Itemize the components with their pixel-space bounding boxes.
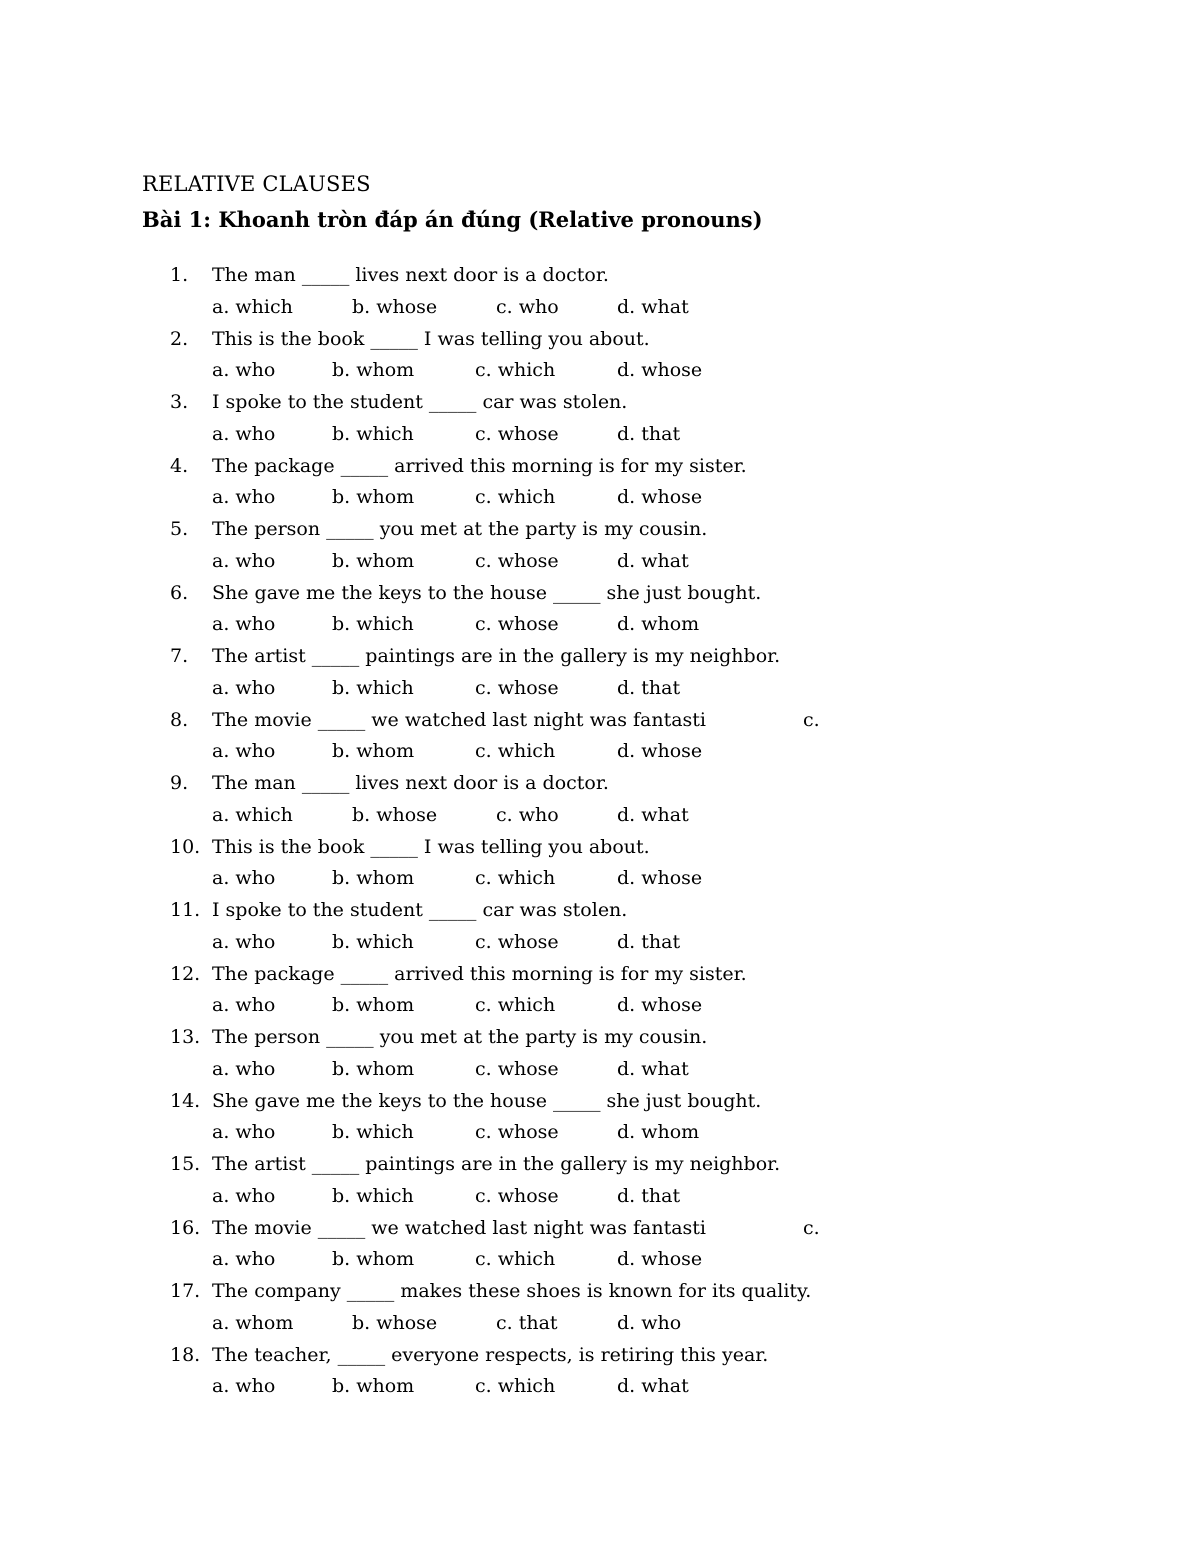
option-d[interactable]: d. whom xyxy=(617,613,700,635)
question-item xyxy=(0,578,1200,642)
option-b[interactable]: b. whom xyxy=(332,359,415,381)
exercise-heading: Bài 1: Khoanh tròn đáp án đúng (Relative pronouns) xyxy=(142,207,763,232)
question-number: 2. xyxy=(170,327,189,350)
option-a[interactable]: a. who xyxy=(212,676,276,699)
question-text-tail: c. xyxy=(803,1216,820,1239)
option-c[interactable]: c. that xyxy=(496,1311,558,1334)
option-c[interactable]: c. whose xyxy=(475,549,559,572)
option-d[interactable]: d. whose xyxy=(617,867,703,889)
question-text: She gave me the keys to the house _____ she just bought. xyxy=(212,581,762,604)
question-number: 17. xyxy=(170,1280,201,1302)
option-b[interactable]: b. which xyxy=(332,676,414,699)
option-d[interactable]: d. that xyxy=(617,930,681,953)
option-c[interactable]: c. whose xyxy=(475,676,559,699)
option-b[interactable]: b. which xyxy=(332,1184,414,1207)
question-number: 10. xyxy=(170,835,201,858)
question-item xyxy=(0,832,1200,896)
option-a[interactable]: a. who xyxy=(212,1248,276,1270)
option-a[interactable]: a. who xyxy=(212,359,276,381)
question-number: 11. xyxy=(170,899,201,921)
question-item xyxy=(0,1022,1200,1086)
option-d[interactable]: d. who xyxy=(617,1311,682,1334)
option-c[interactable]: c. which xyxy=(475,1248,556,1270)
question-item xyxy=(0,705,1200,769)
question-text: I spoke to the student _____ car was stolen. xyxy=(212,391,628,413)
question-item xyxy=(0,895,1200,959)
question-text: She gave me the keys to the house _____ she just bought. xyxy=(212,1089,762,1112)
option-b[interactable]: b. whom xyxy=(332,1375,415,1397)
question-text: The artist _____ paintings are in the gallery is my neighbor. xyxy=(212,1153,781,1175)
question-number: 7. xyxy=(170,645,189,667)
option-b[interactable]: b. whom xyxy=(332,1248,415,1270)
question-number: 6. xyxy=(170,581,189,604)
option-c[interactable]: c. which xyxy=(475,867,556,889)
option-d[interactable]: d. what xyxy=(617,295,689,318)
option-b[interactable]: b. whom xyxy=(332,994,415,1016)
option-c[interactable]: c. which xyxy=(475,740,556,762)
question-item xyxy=(0,260,1200,324)
option-b[interactable]: b. whom xyxy=(332,867,415,889)
option-b[interactable]: b. whose xyxy=(352,295,438,318)
option-c[interactable]: c. which xyxy=(475,359,556,381)
question-number: 3. xyxy=(170,391,189,413)
question-text: The company _____ makes these shoes is known for its quality. xyxy=(212,1280,812,1302)
option-c[interactable]: c. who xyxy=(496,803,559,826)
option-c[interactable]: c. which xyxy=(475,486,556,508)
option-d[interactable]: d. that xyxy=(617,422,681,445)
option-c[interactable]: c. whose xyxy=(475,1184,559,1207)
question-item xyxy=(0,1086,1200,1150)
question-number: 12. xyxy=(170,962,201,985)
option-d[interactable]: d. what xyxy=(617,549,689,572)
option-b[interactable]: b. whom xyxy=(332,549,415,572)
question-text: The artist _____ paintings are in the gallery is my neighbor. xyxy=(212,645,781,667)
option-c[interactable]: c. whose xyxy=(475,1057,559,1080)
option-b[interactable]: b. whose xyxy=(352,803,438,826)
question-text: I spoke to the student _____ car was stolen. xyxy=(212,899,628,921)
option-c[interactable]: c. which xyxy=(475,994,556,1016)
option-d[interactable]: d. whose xyxy=(617,359,703,381)
option-b[interactable]: b. whom xyxy=(332,1057,415,1080)
option-b[interactable]: b. which xyxy=(332,422,414,445)
option-a[interactable]: a. who xyxy=(212,1375,276,1397)
option-d[interactable]: d. that xyxy=(617,676,681,699)
question-item xyxy=(0,514,1200,578)
option-a[interactable]: a. who xyxy=(212,1057,276,1080)
question-item xyxy=(0,1213,1200,1277)
question-text: The man _____ lives next door is a doctor. xyxy=(212,264,609,286)
question-number: 13. xyxy=(170,1026,201,1048)
question-number: 4. xyxy=(170,454,189,477)
question-number: 14. xyxy=(170,1089,201,1112)
question-text: This is the book _____ I was telling you about. xyxy=(212,835,650,858)
option-d[interactable]: d. that xyxy=(617,1184,681,1207)
option-b[interactable]: b. whom xyxy=(332,740,415,762)
option-b[interactable]: b. which xyxy=(332,1121,414,1143)
question-number: 16. xyxy=(170,1216,201,1239)
option-d[interactable]: d. whose xyxy=(617,486,703,508)
option-d[interactable]: d. whom xyxy=(617,1121,700,1143)
question-list xyxy=(0,260,1200,1403)
option-a[interactable]: a. who xyxy=(212,740,276,762)
question-text: This is the book _____ I was telling you about. xyxy=(212,327,650,350)
question-text: The man _____ lives next door is a doctor. xyxy=(212,772,609,794)
question-number: 18. xyxy=(170,1343,201,1366)
question-text: The package _____ arrived this morning is for my sister. xyxy=(212,454,747,477)
option-d[interactable]: d. whose xyxy=(617,740,703,762)
question-text: The teacher, _____ everyone respects, is retiring this year. xyxy=(212,1343,769,1366)
option-b[interactable]: b. whom xyxy=(332,486,415,508)
option-a[interactable]: a. who xyxy=(212,1121,276,1143)
option-a[interactable]: a. who xyxy=(212,613,276,635)
question-text: The person _____ you met at the party is my cousin. xyxy=(212,518,708,540)
question-number: 15. xyxy=(170,1153,201,1175)
option-a[interactable]: a. who xyxy=(212,422,276,445)
option-a[interactable]: a. whom xyxy=(212,1311,294,1334)
question-text: The movie _____ we watched last night was fantasti xyxy=(212,1216,706,1239)
question-item xyxy=(0,959,1200,1023)
option-a[interactable]: a. who xyxy=(212,549,276,572)
option-b[interactable]: b. whose xyxy=(352,1311,438,1334)
option-a[interactable]: a. who xyxy=(212,994,276,1016)
option-b[interactable]: b. which xyxy=(332,930,414,953)
question-item xyxy=(0,1149,1200,1213)
option-c[interactable]: c. whose xyxy=(475,930,559,953)
question-text: The package _____ arrived this morning is for my sister. xyxy=(212,962,747,985)
option-d[interactable]: d. what xyxy=(617,1057,689,1080)
option-b[interactable]: b. which xyxy=(332,613,414,635)
question-item xyxy=(0,768,1200,832)
question-item xyxy=(0,641,1200,705)
option-a[interactable]: a. which xyxy=(212,295,293,318)
option-c[interactable]: c. whose xyxy=(475,613,559,635)
question-item xyxy=(0,1340,1200,1404)
option-a[interactable]: a. who xyxy=(212,1184,276,1207)
option-c[interactable]: c. which xyxy=(475,1375,556,1397)
option-c[interactable]: c. who xyxy=(496,295,559,318)
question-text: The person _____ you met at the party is my cousin. xyxy=(212,1026,708,1048)
option-c[interactable]: c. whose xyxy=(475,1121,559,1143)
question-text: The movie _____ we watched last night was fantasti xyxy=(212,708,706,731)
question-item xyxy=(0,387,1200,451)
option-d[interactable]: d. whose xyxy=(617,1248,703,1270)
option-a[interactable]: a. which xyxy=(212,803,293,826)
question-item xyxy=(0,324,1200,388)
option-a[interactable]: a. who xyxy=(212,867,276,889)
option-d[interactable]: d. what xyxy=(617,803,689,826)
question-item xyxy=(0,451,1200,515)
question-number: 9. xyxy=(170,772,189,794)
option-d[interactable]: d. what xyxy=(617,1375,689,1397)
option-d[interactable]: d. whose xyxy=(617,994,703,1016)
option-c[interactable]: c. whose xyxy=(475,422,559,445)
option-a[interactable]: a. who xyxy=(212,486,276,508)
document-title: RELATIVE CLAUSES xyxy=(142,172,371,196)
option-a[interactable]: a. who xyxy=(212,930,276,953)
question-text-tail: c. xyxy=(803,708,820,731)
question-number: 5. xyxy=(170,518,189,540)
question-item xyxy=(0,1276,1200,1340)
question-number: 8. xyxy=(170,708,189,731)
question-number: 1. xyxy=(170,264,189,286)
